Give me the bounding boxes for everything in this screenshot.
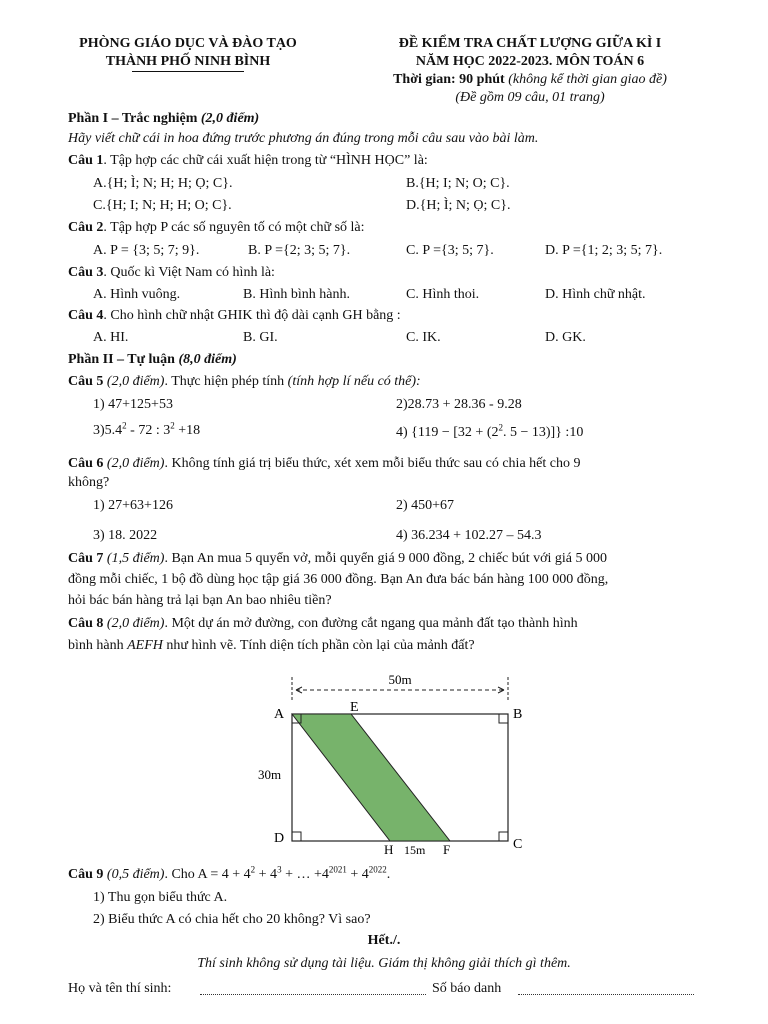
q8-text-line-2: bình hành AEFH như hình vẽ. Tính diện tích phần còn lại của mảnh đất?	[68, 638, 475, 653]
q9-part-2: 2) Biểu thức A có chia hết cho 20 không? Vì sao?	[93, 912, 371, 927]
exam-time: Thời gian: 90 phút (không kể thời gian giao đề)	[393, 72, 667, 87]
candidate-name-label: Họ và tên thí sinh:	[68, 981, 172, 996]
q4-option-b: B. GI.	[243, 330, 278, 345]
q1-option-b: B.{H; I; N; O; C}.	[406, 176, 510, 191]
header-underline	[132, 71, 244, 72]
exam-title: ĐỀ KIỂM TRA CHẤT LƯỢNG GIỮA KÌ I	[398, 36, 662, 51]
vertex-f: F	[443, 842, 451, 857]
department-name: PHÒNG GIÁO DỤC VÀ ĐÀO TẠO	[79, 36, 297, 51]
q5-expression-2: 2)28.73 + 28.36 - 9.28	[396, 397, 522, 412]
question-4: Câu 4. Cho hình chữ nhật GHIK thì độ dài cạnh GH bằng :	[68, 308, 401, 323]
q6-expression-3: 3) 18. 2022	[93, 528, 158, 543]
q6-text-line-2: không?	[68, 475, 110, 490]
question-7: Câu 7 (1,5 điểm). Bạn An mua 5 quyển vở, mỗi quyển giá 9 000 đồng, 2 chiếc bút với giá 5 000	[68, 551, 607, 566]
land-figure	[240, 665, 540, 860]
q7-text-line-2: đồng mỗi chiếc, 1 bộ đồ dùng học tập giá 36 000 đồng. Bạn An đưa bác bán hàng 100 000 đồng,	[68, 572, 609, 587]
q3-option-c: C. Hình thoi.	[406, 287, 480, 302]
q6-expression-2: 2) 450+67	[396, 498, 455, 513]
q5-expression-1: 1) 47+125+53	[93, 397, 173, 412]
q1-option-a: A.{H; Ì; N; H; H; Ọ; C}.	[93, 176, 233, 191]
question-5: Câu 5 (2,0 điểm). Thực hiện phép tính (tính hợp lí nếu có thể):	[68, 374, 421, 389]
vertex-h: H	[384, 842, 394, 857]
q5-expression-3: $3)5.4^2 - 72$ : $3^2 +18$	[93, 420, 201, 438]
candidate-id-field	[518, 994, 694, 995]
city-name: THÀNH PHỐ NINH BÌNH	[105, 54, 271, 69]
footer-note: Thí sinh không sử dụng tài liệu. Giám thị không giải thích gì thêm.	[197, 956, 571, 971]
part2-heading: Phần II – Tự luận (8,0 điểm)	[68, 352, 237, 367]
page-count-note: (Đề gồm 09 câu, 01 trang)	[455, 90, 605, 105]
vertex-b: B	[513, 707, 523, 722]
q1-option-d: D.{H; Ì; N; Ọ; C}.	[406, 198, 511, 213]
q4-option-c: C. IK.	[406, 330, 441, 345]
right-angle-b	[499, 714, 508, 723]
width-label: 50m	[388, 672, 412, 687]
part1-heading: Phần I – Trắc nghiệm (2,0 điểm)	[68, 111, 260, 126]
q2-option-c: C. P ={3; 5; 7}.	[406, 243, 494, 258]
question-1: Câu 1. Tập hợp các chữ cái xuất hiện trong từ “HÌNH HỌC” là:	[68, 153, 428, 168]
q1-option-c: C.{H; I; N; H; H; O; C}.	[93, 198, 232, 213]
q2-option-d: D. P ={1; 2; 3; 5; 7}.	[545, 243, 663, 258]
q4-option-d: D. GK.	[545, 330, 586, 345]
question-6: Câu 6 (2,0 điểm). Không tính giá trị biểu thức, xét xem mỗi biểu thức sau có chia hết cho 9	[68, 456, 581, 471]
q3-option-a: A. Hình vuông.	[93, 287, 181, 302]
q9-part-1: 1) Thu gọn biểu thức A.	[93, 890, 228, 905]
question-8: Câu 8 (2,0 điểm). Một dự án mở đường, con đường cắt ngang qua mảnh đất tạo thành hình	[68, 616, 578, 631]
q6-expression-1: 1) 27+63+126	[93, 498, 173, 513]
right-angle-d	[292, 832, 301, 841]
vertex-a: A	[274, 707, 285, 722]
question-2: Câu 2. Tập hợp P các số nguyên tố có một chữ số là:	[68, 220, 365, 235]
q7-text-line-3: hỏi bác bán hàng trả lại bạn An bao nhiêu tiền?	[68, 593, 332, 608]
vertex-e: E	[350, 700, 359, 715]
candidate-id-label: Số báo danh	[432, 981, 502, 996]
q4-option-a: A. HI.	[93, 330, 129, 345]
vertex-d: D	[274, 831, 285, 846]
q2-option-b: B. P ={2; 3; 5; 7}.	[248, 243, 351, 258]
parallelogram-aefh	[292, 714, 450, 841]
question-9: Câu 9 (0,5 điểm). Cho $A = 4 + 4^2 + 4^3$ + … $+4^{2021} + 4^{2022}$.	[68, 864, 391, 882]
candidate-name-field	[200, 994, 426, 995]
height-label: 30m	[258, 767, 282, 782]
question-3: Câu 3. Quốc kì Việt Nam có hình là:	[68, 265, 275, 280]
q3-option-b: B. Hình bình hành.	[243, 287, 350, 302]
right-angle-c	[499, 832, 508, 841]
end-marker: Hết./.	[367, 933, 401, 948]
q3-option-d: D. Hình chữ nhật.	[545, 287, 646, 302]
q6-expression-4: 4) 36.234 + 102.27 – 54.3	[396, 528, 542, 543]
vertex-c: C	[513, 837, 523, 852]
hf-length-label: 15m	[404, 843, 426, 857]
q2-option-a: A. P = {3; 5; 7; 9}.	[93, 243, 200, 258]
exam-year-subject: NĂM HỌC 2022-2023. MÔN TOÁN 6	[415, 54, 645, 69]
q5-expression-4: 4) {$119 - [32 + (2^2$. 5 − 13)]} :10	[396, 422, 584, 440]
part1-instruction: Hãy viết chữ cái in hoa đứng trước phương án đúng trong mỗi câu sau vào bài làm.	[68, 131, 539, 146]
